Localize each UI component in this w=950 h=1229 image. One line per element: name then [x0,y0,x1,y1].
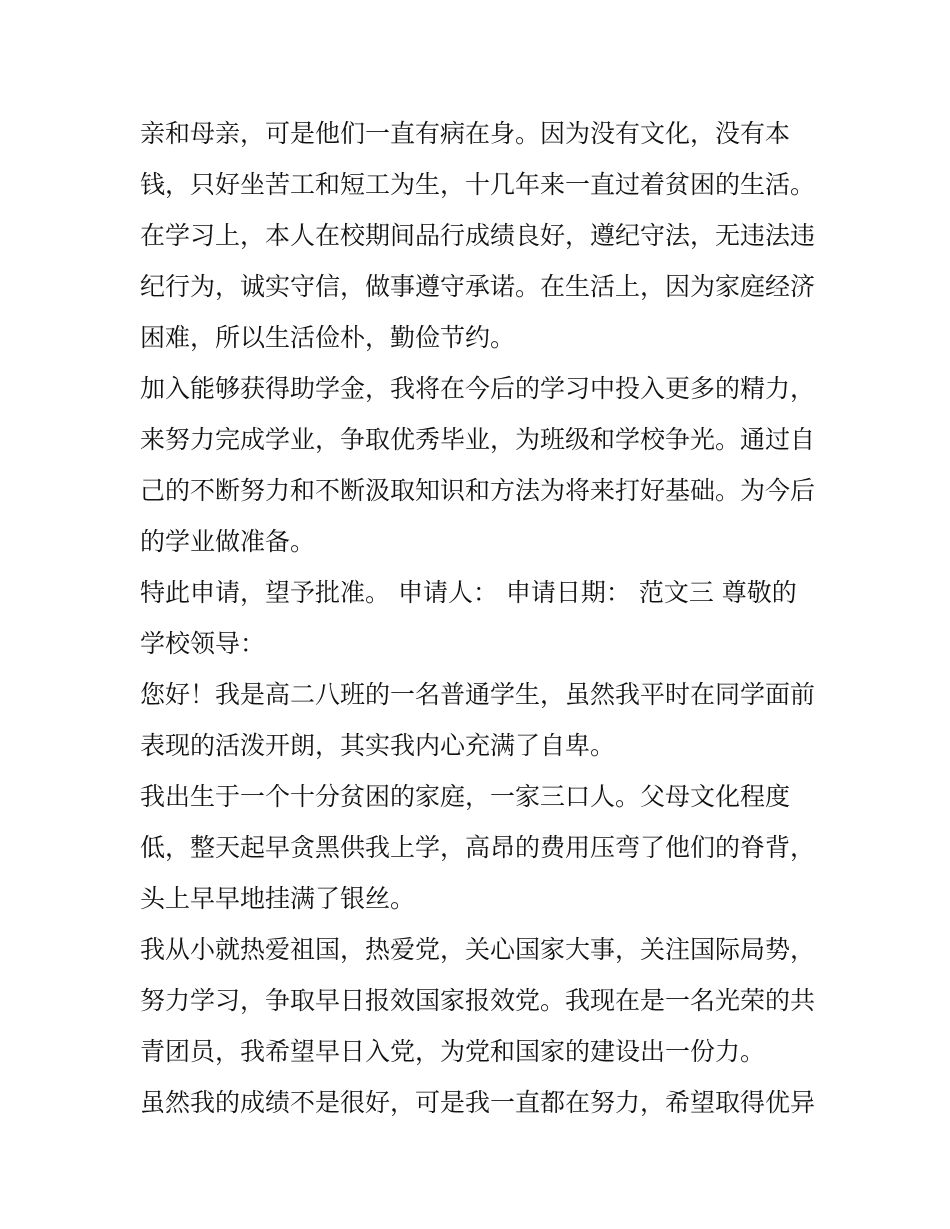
document-body [140,108,820,1128]
text-line: 低，整天起早贪黑供我上学，高昂的费用压弯了他们的脊背， [140,833,816,862]
text-line: 钱，只好坐苦工和短工为生，十几年来一直过着贫困的生活。 [140,170,816,199]
text-line: 我出生于一个十分贫困的家庭，一家三口人。父母文化程度 [140,782,791,811]
text-line: 特此申请，望予批准。 申请人： 申请日期： 范文三 尊敬的 [140,578,797,607]
text-line: 青团员，我希望早日入党，为党和国家的建设出一份力。 [140,1037,766,1066]
text-line: 头上早早地挂满了银丝。 [140,884,416,913]
text-line: 加入能够获得助学金，我将在今后的学习中投入更多的精力， [140,374,816,403]
text-line: 您好！我是高二八班的一名普通学生，虽然我平时在同学面前 [140,680,816,709]
text-line: 亲和母亲，可是他们一直有病在身。因为没有文化，没有本 [140,119,791,148]
text-line: 我从小就热爱祖国，热爱党，关心国家大事，关注国际局势， [140,935,816,964]
text-line: 表现的活泼开朗，其实我内心充满了自卑。 [140,731,616,760]
text-line: 来努力完成学业，争取优秀毕业，为班级和学校争光。通过自 [140,425,816,454]
text-line: 己的不断努力和不断汲取知识和方法为将来打好基础。为今后 [140,476,816,505]
text-line: 纪行为，诚实守信，做事遵守承诺。在生活上，因为家庭经济 [140,272,816,301]
text-line: 困难，所以生活俭朴，勤俭节约。 [140,323,516,352]
text-line: 学校领导： [140,629,266,658]
text-line: 在学习上，本人在校期间品行成绩良好，遵纪守法，无违法违 [140,221,816,250]
text-line: 努力学习，争取早日报效国家报效党。我现在是一名光荣的共 [140,986,816,1015]
text-line: 虽然我的成绩不是很好，可是我一直都在努力，希望取得优异 [140,1088,816,1117]
text-line: 的学业做准备。 [140,527,316,556]
